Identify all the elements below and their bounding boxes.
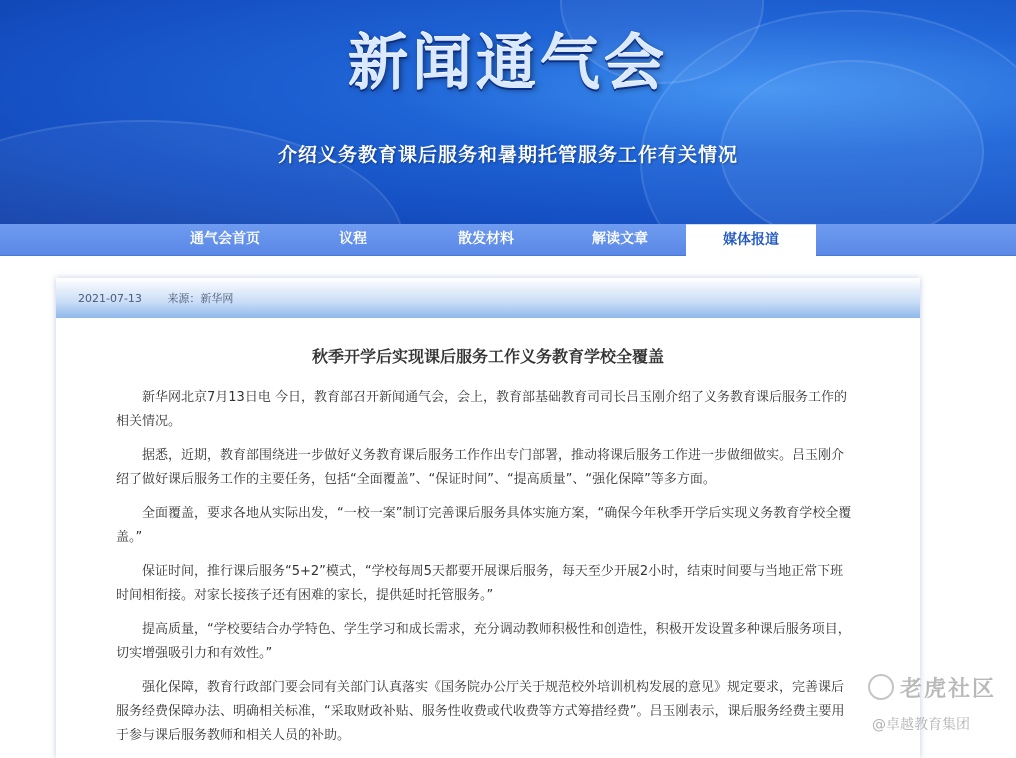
article-source: 来源：新华网 xyxy=(167,292,234,305)
watermark-text: 老虎社区 xyxy=(900,677,997,702)
nav-item-media[interactable]: 媒体报道 xyxy=(686,224,816,256)
article-meta-bar xyxy=(56,278,920,318)
article-paragraph: 保证时间，推行课后服务“5+2”模式，“学校每周5天都要开展课后服务，每天至少开展2小时，结束时间要与当地正常下班时间相衔接。对家长接孩子还有困难的家长，提供延时托管服务。” xyxy=(116,564,844,603)
article-paragraph: 新华网北京7月13日电 今日，教育部召开新闻通气会，会上，教育部基础教育司司长吕玉刚介绍了义务教育课后服务工作的相关情况。 xyxy=(116,390,847,429)
watermark-handle: @卓越教育集团 xyxy=(872,717,970,733)
banner-title: 新闻通气会 xyxy=(348,29,668,99)
article-paragraph: 强化保障，教育行政部门要会同有关部门认真落实《国务院办公厅关于规范校外培训机构发展的意见》规定要求，完善课后服务经费保障办法、明确相关标准，“采取财政补贴、服务性收费或代收费等方式筹措经费”。吕玉刚表示，课后服务经费主要用于参与课后服务教师和相关人员的补助。 xyxy=(116,680,845,743)
banner-decoration xyxy=(0,120,404,224)
article-body xyxy=(116,386,856,758)
nav-bar xyxy=(0,224,1016,256)
article-paragraph: 提高质量，“学校要结合办学特色、学生学习和成长需求，充分调动教师积极性和创造性，积极开发设置多种课后服务项目，切实增强吸引力和有效性。” xyxy=(116,622,851,661)
paw-icon xyxy=(868,674,894,700)
banner-subtitle: 介绍义务教育课后服务和暑期托管服务工作有关情况 xyxy=(277,144,738,166)
article-meta xyxy=(78,290,255,306)
article-paragraph: 据悉，近期，教育部围绕进一步做好义务教育课后服务工作作出专门部署，推动将课后服务工作进一步做细做实。吕玉刚介绍了做好课后服务工作的主要任务，包括“全面覆盖”、“保证时间”、“提高质量”、“强化保障”等多方面。 xyxy=(116,448,845,487)
nav-item-home[interactable]: 通气会首页 xyxy=(190,231,260,247)
article-paragraph: 全面覆盖，要求各地从实际出发，“一校一案”制订完善课后服务具体实施方案，“确保今年秋季开学后实现义务教育学校全覆盖。” xyxy=(116,506,852,545)
nav-item-interpretation[interactable]: 解读文章 xyxy=(592,231,648,247)
watermark-logo xyxy=(868,672,996,703)
banner xyxy=(0,0,1016,224)
nav-item-agenda[interactable]: 议程 xyxy=(339,231,367,247)
article-card xyxy=(56,278,920,758)
nav-item-materials[interactable]: 散发材料 xyxy=(458,231,514,247)
article-date: 2021-07-13 xyxy=(78,292,142,305)
article-title: 秋季开学后实现课后服务工作义务教育学校全覆盖 xyxy=(311,347,664,366)
